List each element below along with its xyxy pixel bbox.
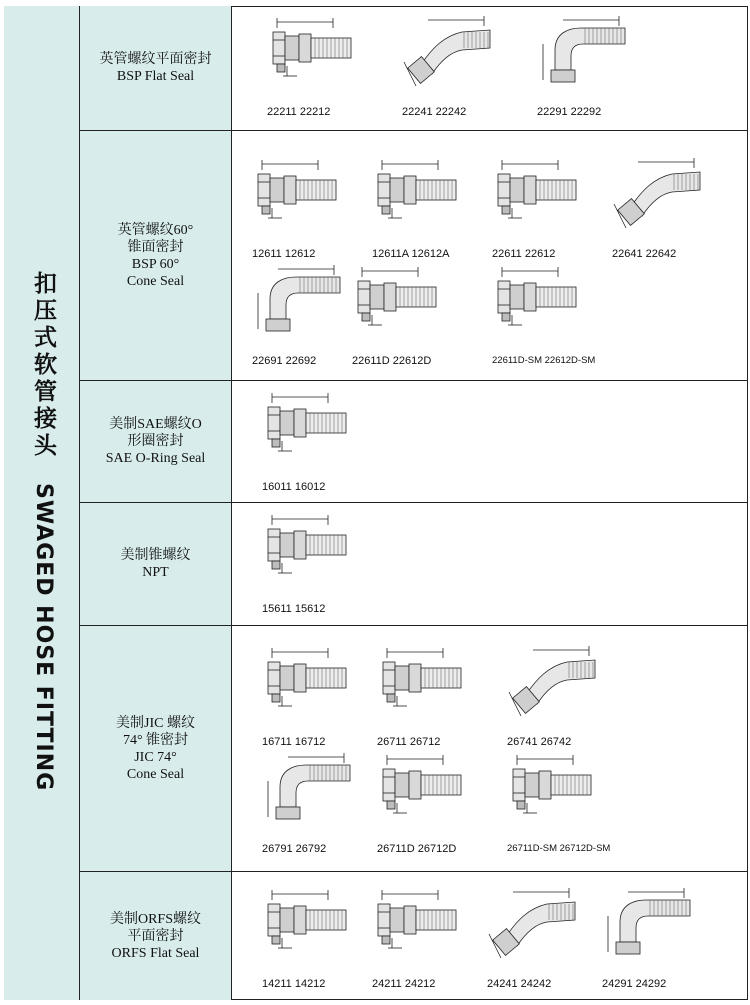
fitting-item: [258, 751, 358, 855]
fitting-item: [503, 751, 611, 854]
part-number: 22611D-SM 22612D-SM: [492, 355, 596, 366]
fitting-diagram: [398, 14, 498, 94]
fitting-item: [488, 156, 588, 260]
part-number: 22611D 22612D: [352, 355, 432, 367]
section-content: [233, 503, 748, 625]
fitting-diagram: [258, 389, 358, 469]
label-line: 美制ORFS螺纹: [109, 911, 202, 927]
label-line: Cone Seal: [126, 766, 185, 782]
part-number: 24291 24292: [602, 978, 667, 990]
fitting-diagram: [368, 886, 468, 966]
part-number: 26711D-SM 26712D-SM: [507, 843, 611, 854]
fitting-item: [258, 886, 358, 990]
fitting-diagram: [263, 14, 363, 94]
section-label: [80, 872, 232, 1000]
section-content: [233, 6, 748, 130]
fitting-item: [258, 511, 358, 615]
label-line: 美制锥螺纹: [120, 548, 191, 563]
part-number: 22611 22612: [492, 248, 556, 260]
sidebar: [4, 6, 80, 1000]
part-number: 12611 12612: [252, 248, 316, 260]
part-number: 22691 22692: [252, 355, 317, 367]
fitting-item: [398, 14, 498, 118]
fitting-diagram: [258, 644, 358, 724]
fitting-item: [373, 751, 473, 855]
label-line: NPT: [142, 565, 169, 580]
section-bsp-flat-seal: [80, 6, 748, 131]
section-label: [80, 131, 232, 380]
part-number: 22211 22212: [267, 106, 331, 118]
label-line: BSP Flat Seal: [116, 69, 195, 84]
section-label: [80, 503, 232, 625]
section-content: [233, 131, 748, 380]
fitting-diagram: [488, 156, 588, 236]
fitting-item: [533, 14, 633, 118]
label-line: ORFS Flat Seal: [111, 945, 200, 961]
part-number: 15611 15612: [262, 603, 326, 615]
label-line: Cone Seal: [126, 273, 185, 289]
fitting-item: [373, 644, 473, 748]
section-bsp-60-cone-seal: [80, 131, 748, 381]
fitting-diagram: [608, 156, 708, 236]
part-number: 14211 14212: [262, 978, 326, 990]
label-line: 英管螺纹平面密封: [99, 52, 212, 67]
part-number: 16011 16012: [262, 481, 326, 493]
fitting-item: [598, 886, 698, 990]
part-number: 24241 24242: [487, 978, 552, 990]
section-jic-74-cone-seal: [80, 626, 748, 872]
part-number: 26711 26712: [377, 736, 441, 748]
label-line: 74° 锥密封: [122, 732, 189, 748]
fitting-diagram: [598, 886, 698, 966]
fitting-item: [258, 389, 358, 493]
fitting-diagram: [348, 263, 448, 343]
fitting-item: [248, 156, 348, 260]
section-sae-o-ring-seal: [80, 381, 748, 503]
fitting-diagram: [503, 644, 603, 724]
part-number: 22241 22242: [402, 106, 467, 118]
part-number: 12611A 12612A: [372, 248, 450, 260]
label-line: SAE O-Ring Seal: [105, 451, 206, 466]
sidebar-title-cn: 扣压式软管接头: [30, 271, 56, 460]
part-number: 24211 24212: [372, 978, 436, 990]
label-line: 英管螺纹60°: [117, 222, 194, 238]
fitting-item: [488, 263, 596, 366]
section-npt: [80, 503, 748, 626]
part-number: 22291 22292: [537, 106, 602, 118]
section-content: [233, 381, 748, 502]
fitting-diagram: [248, 263, 348, 343]
part-number: 26791 26792: [262, 843, 327, 855]
label-line: 美制SAE螺纹O: [109, 417, 202, 432]
fitting-item: [248, 263, 348, 367]
label-line: 锥面密封: [127, 239, 184, 255]
fitting-item: [368, 156, 468, 260]
fitting-diagram: [258, 751, 358, 831]
fitting-diagram: [503, 751, 603, 831]
fitting-diagram: [373, 644, 473, 724]
fitting-item: [368, 886, 468, 990]
label-line: 平面密封: [127, 928, 184, 944]
fitting-item: [263, 14, 363, 118]
label-line: 美制JIC 螺纹: [116, 715, 195, 731]
fitting-item: [348, 263, 448, 367]
section-content: [233, 626, 748, 871]
part-number: 26711D 26712D: [377, 843, 457, 855]
section-orfs-flat-seal: [80, 872, 748, 1000]
section-label: [80, 626, 232, 871]
fitting-item: [258, 644, 358, 748]
part-number: 22641 22642: [612, 248, 677, 260]
fitting-diagram: [258, 511, 358, 591]
label-line: BSP 60°: [131, 256, 180, 272]
sidebar-title: [4, 6, 80, 1000]
sidebar-title-en: SWAGED HOSE FITTING: [31, 483, 56, 792]
fitting-diagram: [533, 14, 633, 94]
fitting-diagram: [258, 886, 358, 966]
part-number: 16711 16712: [262, 736, 326, 748]
label-line: 形圈密封: [127, 434, 184, 449]
fitting-diagram: [368, 156, 468, 236]
fitting-diagram: [488, 263, 588, 343]
part-number: 26741 26742: [507, 736, 572, 748]
fitting-diagram: [248, 156, 348, 236]
section-content: [233, 872, 748, 1000]
section-label: [80, 6, 232, 130]
fitting-item: [483, 886, 583, 990]
fitting-item: [503, 644, 603, 748]
fitting-item: [608, 156, 708, 260]
fitting-diagram: [483, 886, 583, 966]
section-label: [80, 381, 232, 502]
fitting-diagram: [373, 751, 473, 831]
label-line: JIC 74°: [134, 749, 177, 765]
